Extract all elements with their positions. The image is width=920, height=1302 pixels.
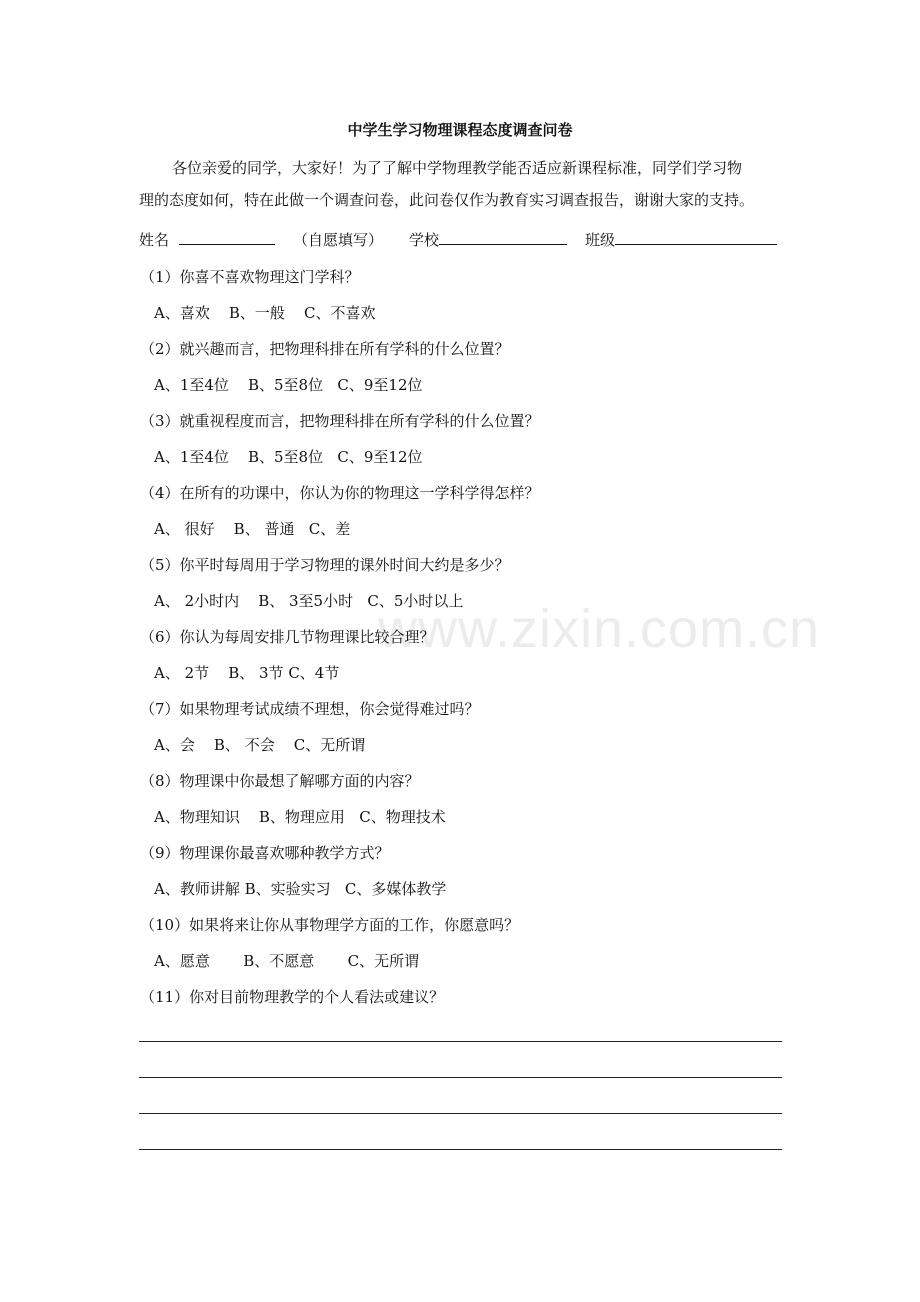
answer-line[interactable]: [139, 1041, 782, 1042]
class-blank[interactable]: [615, 226, 777, 245]
voluntary-note: （自愿填写）: [293, 231, 384, 249]
student-info-row: [139, 226, 777, 254]
question-10: （10）如果将来让你从事物理学方面的工作，你愿意吗？: [140, 916, 520, 934]
question-8: （8）物理课中你最想了解哪方面的内容？: [140, 772, 420, 790]
question-7-options[interactable]: A、会 B、 不会 C、无所谓: [154, 736, 366, 754]
intro-line-1: 各位亲爱的同学，大家好！为了了解中学物理教学能否适应新课程标准，同学们学习物: [172, 159, 743, 177]
question-list: [140, 259, 790, 1015]
question-10-options[interactable]: A、愿意 B、不愿意 C、无所谓: [154, 952, 420, 970]
question-5: （5）你平时每周用于学习物理的课外时间大约是多少？: [140, 556, 510, 574]
answer-line[interactable]: [139, 1113, 782, 1114]
question-1-options[interactable]: A、喜欢 B、一般 C、不喜欢: [154, 304, 376, 322]
question-4-options[interactable]: A、 很好 B、 普通 C、差: [154, 520, 351, 538]
name-label: 姓名: [139, 231, 170, 249]
name-blank[interactable]: [179, 226, 275, 245]
question-6-options[interactable]: A、 2节 B、 3节 C、4节: [154, 664, 340, 682]
document-title: 中学生学习物理课程态度调查问卷: [347, 121, 573, 139]
watermark: www.zixin.com.cn: [378, 599, 821, 659]
intro-paragraph: [139, 152, 787, 216]
question-9: （9）物理课你最喜欢哪种教学方式？: [140, 844, 390, 862]
question-3: （3）就重视程度而言，把物理科排在所有学科的什么位置？: [140, 412, 540, 430]
question-8-options[interactable]: A、物理知识 B、物理应用 C、物理技术: [154, 808, 446, 826]
question-1: （1）你喜不喜欢物理这门学科？: [140, 268, 360, 286]
school-blank[interactable]: [439, 226, 567, 245]
answer-line[interactable]: [139, 1149, 782, 1150]
answer-area[interactable]: [139, 1041, 782, 1185]
question-3-options[interactable]: A、1至4位 B、5至8位 C、9至12位: [154, 448, 423, 466]
class-label: 班级: [585, 231, 616, 249]
question-4: （4）在所有的功课中，你认为你的物理这一学科学得怎样？: [140, 484, 540, 502]
question-2: （2）就兴趣而言，把物理科排在所有学科的什么位置？: [140, 340, 510, 358]
question-9-options[interactable]: A、教师讲解 B、实验实习 C、多媒体教学: [154, 880, 447, 898]
question-6: （6）你认为每周安排几节物理课比较合理？: [140, 628, 435, 646]
question-5-options[interactable]: A、 2小时内 B、 3至5小时 C、5小时以上: [154, 592, 464, 610]
question-11: （11）你对目前物理教学的个人看法或建议？: [140, 988, 445, 1006]
question-7: （7）如果物理考试成绩不理想，你会觉得难过吗？: [140, 700, 480, 718]
answer-line[interactable]: [139, 1077, 782, 1078]
school-label: 学校: [409, 231, 440, 249]
intro-line-2: 理的态度如何，特在此做一个调查问卷，此问卷仅作为教育实习调查报告，谢谢大家的支持。: [139, 191, 755, 209]
question-2-options[interactable]: A、1至4位 B、5至8位 C、9至12位: [154, 376, 423, 394]
